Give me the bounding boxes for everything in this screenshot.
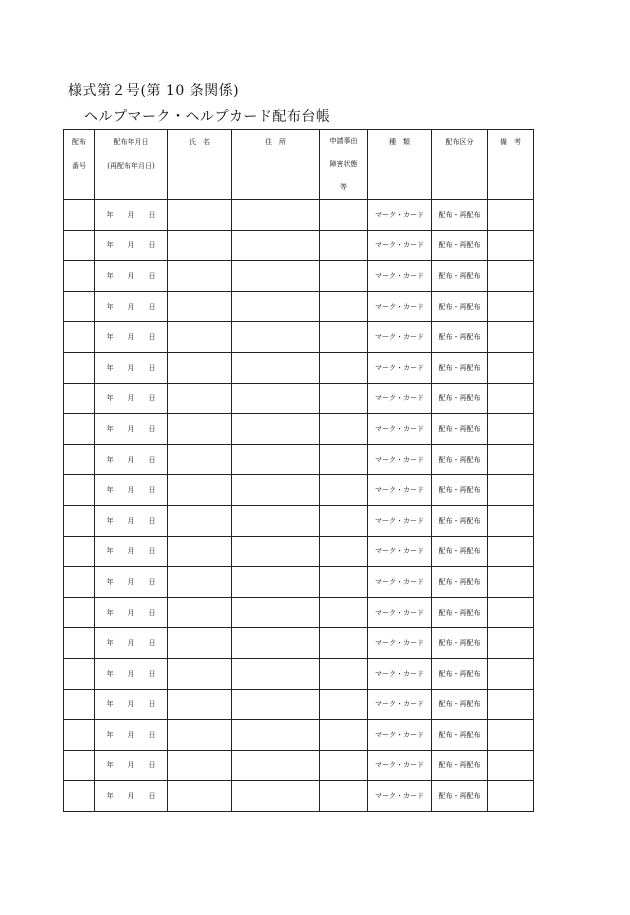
category-cell: 配布・再配布 bbox=[432, 597, 488, 628]
date-cell: 年 月 日 bbox=[95, 750, 168, 781]
address-cell bbox=[232, 322, 320, 353]
category-cell: 配布・再配布 bbox=[432, 200, 488, 231]
reason-cell bbox=[320, 200, 368, 231]
number-cell bbox=[64, 597, 95, 628]
remarks-cell bbox=[488, 444, 534, 475]
category-cell: 配布・再配布 bbox=[432, 505, 488, 536]
address-cell bbox=[232, 444, 320, 475]
number-cell bbox=[64, 444, 95, 475]
date-cell: 年 月 日 bbox=[95, 261, 168, 292]
reason-cell bbox=[320, 383, 368, 414]
remarks-cell bbox=[488, 352, 534, 383]
date-cell: 年 月 日 bbox=[95, 322, 168, 353]
number-cell bbox=[64, 200, 95, 231]
name-cell bbox=[168, 352, 232, 383]
table-row bbox=[64, 628, 534, 659]
reason-cell bbox=[320, 322, 368, 353]
name-cell bbox=[168, 444, 232, 475]
type-cell: マーク・カード bbox=[368, 383, 432, 414]
address-cell bbox=[232, 383, 320, 414]
name-cell bbox=[168, 536, 232, 567]
distribution-ledger-table bbox=[63, 129, 534, 812]
header-reason: 申請事由 障害状態 等 bbox=[320, 130, 368, 200]
address-cell bbox=[232, 628, 320, 659]
remarks-cell bbox=[488, 658, 534, 689]
category-cell: 配布・再配布 bbox=[432, 322, 488, 353]
name-cell bbox=[168, 200, 232, 231]
address-cell bbox=[232, 689, 320, 720]
date-cell: 年 月 日 bbox=[95, 352, 168, 383]
category-cell: 配布・再配布 bbox=[432, 291, 488, 322]
reason-cell bbox=[320, 658, 368, 689]
number-cell bbox=[64, 628, 95, 659]
number-cell bbox=[64, 658, 95, 689]
table-row bbox=[64, 352, 534, 383]
reason-cell bbox=[320, 261, 368, 292]
remarks-cell bbox=[488, 383, 534, 414]
date-cell: 年 月 日 bbox=[95, 383, 168, 414]
table-row bbox=[64, 200, 534, 231]
type-cell: マーク・カード bbox=[368, 200, 432, 231]
name-cell bbox=[168, 750, 232, 781]
category-cell: 配布・再配布 bbox=[432, 261, 488, 292]
name-cell bbox=[168, 567, 232, 598]
remarks-cell bbox=[488, 414, 534, 445]
remarks-cell bbox=[488, 261, 534, 292]
type-cell: マーク・カード bbox=[368, 475, 432, 506]
type-cell: マーク・カード bbox=[368, 505, 432, 536]
table-row bbox=[64, 322, 534, 353]
table-row bbox=[64, 720, 534, 751]
reason-cell bbox=[320, 567, 368, 598]
table-row bbox=[64, 597, 534, 628]
category-cell: 配布・再配布 bbox=[432, 689, 488, 720]
date-cell: 年 月 日 bbox=[95, 597, 168, 628]
remarks-cell bbox=[488, 720, 534, 751]
number-cell bbox=[64, 689, 95, 720]
name-cell bbox=[168, 322, 232, 353]
remarks-cell bbox=[488, 689, 534, 720]
name-cell bbox=[168, 475, 232, 506]
name-cell bbox=[168, 597, 232, 628]
remarks-cell bbox=[488, 505, 534, 536]
date-cell: 年 月 日 bbox=[95, 414, 168, 445]
address-cell bbox=[232, 781, 320, 812]
header-number: 配布 番号 bbox=[64, 130, 95, 200]
table-row bbox=[64, 750, 534, 781]
type-cell: マーク・カード bbox=[368, 658, 432, 689]
type-cell: マーク・カード bbox=[368, 567, 432, 598]
number-cell bbox=[64, 352, 95, 383]
table-row bbox=[64, 383, 534, 414]
name-cell bbox=[168, 261, 232, 292]
table-row bbox=[64, 505, 534, 536]
type-cell: マーク・カード bbox=[368, 597, 432, 628]
reason-cell bbox=[320, 475, 368, 506]
number-cell bbox=[64, 720, 95, 751]
table-row bbox=[64, 444, 534, 475]
table-row bbox=[64, 536, 534, 567]
reason-cell bbox=[320, 291, 368, 322]
name-cell bbox=[168, 414, 232, 445]
category-cell: 配布・再配布 bbox=[432, 628, 488, 659]
header-remarks: 備 考 bbox=[488, 130, 534, 200]
number-cell bbox=[64, 322, 95, 353]
address-cell bbox=[232, 475, 320, 506]
table-row bbox=[64, 781, 534, 812]
number-cell bbox=[64, 567, 95, 598]
address-cell bbox=[232, 352, 320, 383]
type-cell: マーク・カード bbox=[368, 689, 432, 720]
reason-cell bbox=[320, 444, 368, 475]
type-cell: マーク・カード bbox=[368, 720, 432, 751]
category-cell: 配布・再配布 bbox=[432, 444, 488, 475]
table-row bbox=[64, 230, 534, 261]
name-cell bbox=[168, 230, 232, 261]
date-cell: 年 月 日 bbox=[95, 536, 168, 567]
remarks-cell bbox=[488, 475, 534, 506]
header-date: 配布年月日 (再配布年月日) bbox=[95, 130, 168, 200]
table-row bbox=[64, 261, 534, 292]
remarks-cell bbox=[488, 567, 534, 598]
number-cell bbox=[64, 414, 95, 445]
address-cell bbox=[232, 230, 320, 261]
date-cell: 年 月 日 bbox=[95, 291, 168, 322]
category-cell: 配布・再配布 bbox=[432, 567, 488, 598]
reason-cell bbox=[320, 720, 368, 751]
category-cell: 配布・再配布 bbox=[432, 475, 488, 506]
type-cell: マーク・カード bbox=[368, 352, 432, 383]
remarks-cell bbox=[488, 536, 534, 567]
category-cell: 配布・再配布 bbox=[432, 352, 488, 383]
type-cell: マーク・カード bbox=[368, 628, 432, 659]
name-cell bbox=[168, 628, 232, 659]
number-cell bbox=[64, 505, 95, 536]
number-cell bbox=[64, 230, 95, 261]
table-header-row bbox=[64, 130, 534, 200]
date-cell: 年 月 日 bbox=[95, 720, 168, 751]
address-cell bbox=[232, 720, 320, 751]
date-cell: 年 月 日 bbox=[95, 658, 168, 689]
type-cell: マーク・カード bbox=[368, 414, 432, 445]
type-cell: マーク・カード bbox=[368, 750, 432, 781]
address-cell bbox=[232, 536, 320, 567]
name-cell bbox=[168, 781, 232, 812]
number-cell bbox=[64, 261, 95, 292]
number-cell bbox=[64, 750, 95, 781]
name-cell bbox=[168, 658, 232, 689]
table-row bbox=[64, 414, 534, 445]
address-cell bbox=[232, 750, 320, 781]
remarks-cell bbox=[488, 781, 534, 812]
type-cell: マーク・カード bbox=[368, 230, 432, 261]
name-cell bbox=[168, 291, 232, 322]
date-cell: 年 月 日 bbox=[95, 689, 168, 720]
table-row bbox=[64, 291, 534, 322]
header-type: 種 類 bbox=[368, 130, 432, 200]
address-cell bbox=[232, 658, 320, 689]
remarks-cell bbox=[488, 322, 534, 353]
address-cell bbox=[232, 567, 320, 598]
date-cell: 年 月 日 bbox=[95, 475, 168, 506]
category-cell: 配布・再配布 bbox=[432, 414, 488, 445]
form-number-label: 様式第２号(第 10 条関係) bbox=[68, 83, 240, 99]
table-row bbox=[64, 689, 534, 720]
remarks-cell bbox=[488, 291, 534, 322]
category-cell: 配布・再配布 bbox=[432, 781, 488, 812]
reason-cell bbox=[320, 781, 368, 812]
address-cell bbox=[232, 414, 320, 445]
remarks-cell bbox=[488, 628, 534, 659]
address-cell bbox=[232, 200, 320, 231]
header-address: 住 所 bbox=[232, 130, 320, 200]
address-cell bbox=[232, 505, 320, 536]
remarks-cell bbox=[488, 200, 534, 231]
type-cell: マーク・カード bbox=[368, 536, 432, 567]
date-cell: 年 月 日 bbox=[95, 505, 168, 536]
header-category: 配布区分 bbox=[432, 130, 488, 200]
reason-cell bbox=[320, 536, 368, 567]
name-cell bbox=[168, 505, 232, 536]
number-cell bbox=[64, 781, 95, 812]
number-cell bbox=[64, 536, 95, 567]
name-cell bbox=[168, 689, 232, 720]
number-cell bbox=[64, 291, 95, 322]
type-cell: マーク・カード bbox=[368, 291, 432, 322]
date-cell: 年 月 日 bbox=[95, 230, 168, 261]
table-row bbox=[64, 475, 534, 506]
header-name: 氏 名 bbox=[168, 130, 232, 200]
reason-cell bbox=[320, 505, 368, 536]
reason-cell bbox=[320, 750, 368, 781]
date-cell: 年 月 日 bbox=[95, 200, 168, 231]
reason-cell bbox=[320, 230, 368, 261]
name-cell bbox=[168, 720, 232, 751]
remarks-cell bbox=[488, 750, 534, 781]
number-cell bbox=[64, 383, 95, 414]
table-row bbox=[64, 658, 534, 689]
category-cell: 配布・再配布 bbox=[432, 658, 488, 689]
category-cell: 配布・再配布 bbox=[432, 383, 488, 414]
category-cell: 配布・再配布 bbox=[432, 750, 488, 781]
remarks-cell bbox=[488, 597, 534, 628]
type-cell: マーク・カード bbox=[368, 261, 432, 292]
reason-cell bbox=[320, 597, 368, 628]
number-cell bbox=[64, 475, 95, 506]
date-cell: 年 月 日 bbox=[95, 567, 168, 598]
reason-cell bbox=[320, 689, 368, 720]
table-row bbox=[64, 567, 534, 598]
name-cell bbox=[168, 383, 232, 414]
address-cell bbox=[232, 261, 320, 292]
ledger-body bbox=[64, 200, 534, 812]
date-cell: 年 月 日 bbox=[95, 628, 168, 659]
type-cell: マーク・カード bbox=[368, 781, 432, 812]
date-cell: 年 月 日 bbox=[95, 444, 168, 475]
reason-cell bbox=[320, 628, 368, 659]
address-cell bbox=[232, 597, 320, 628]
remarks-cell bbox=[488, 230, 534, 261]
type-cell: マーク・カード bbox=[368, 322, 432, 353]
reason-cell bbox=[320, 414, 368, 445]
category-cell: 配布・再配布 bbox=[432, 536, 488, 567]
category-cell: 配布・再配布 bbox=[432, 230, 488, 261]
address-cell bbox=[232, 291, 320, 322]
date-cell: 年 月 日 bbox=[95, 781, 168, 812]
ledger-title: ヘルプマーク・ヘルプカード配布台帳 bbox=[84, 109, 331, 125]
reason-cell bbox=[320, 352, 368, 383]
category-cell: 配布・再配布 bbox=[432, 720, 488, 751]
type-cell: マーク・カード bbox=[368, 444, 432, 475]
